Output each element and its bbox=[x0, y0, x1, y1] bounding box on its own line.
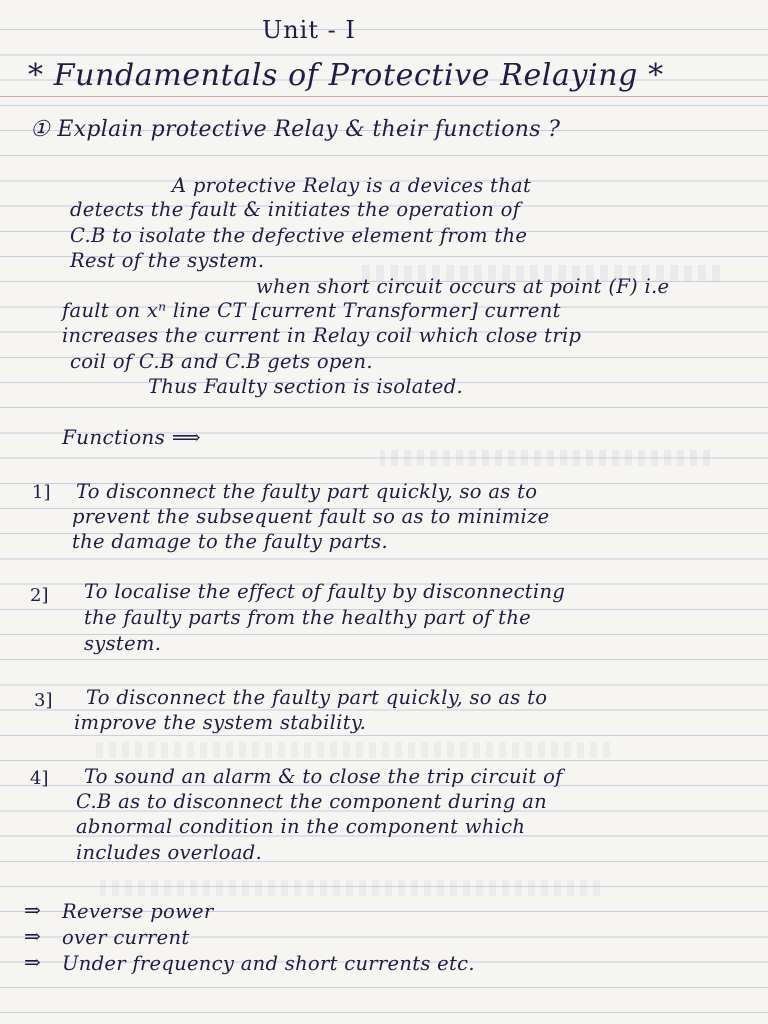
definition-line: when short circuit occurs at point (F) i.e bbox=[256, 275, 670, 298]
function-line: improve the system stability. bbox=[74, 711, 367, 734]
definition-line: increases the current in Relay coil which close trip bbox=[62, 324, 582, 347]
condition-item: over current bbox=[62, 926, 190, 949]
arrow-icon: ⇒ bbox=[24, 898, 41, 922]
arrow-icon: ⇒ bbox=[24, 950, 41, 974]
arrow-icon: ⇒ bbox=[24, 924, 41, 948]
function-line: C.B as to disconnect the component during an bbox=[76, 790, 547, 813]
unit-title: Unit - I bbox=[262, 16, 356, 44]
definition-line: fault on xⁿ line CT [current Transformer] current bbox=[62, 299, 561, 322]
definition-line: A protective Relay is a devices that bbox=[172, 174, 532, 197]
bleed-through bbox=[90, 742, 610, 758]
definition-line: coil of C.B and C.B gets open. bbox=[70, 350, 373, 373]
function-line: To disconnect the faulty part quickly, so as to bbox=[76, 480, 538, 503]
function-number: 4] bbox=[30, 768, 49, 789]
function-line: To localise the effect of faulty by disconnecting bbox=[84, 580, 566, 603]
function-line: the damage to the faulty parts. bbox=[72, 530, 388, 553]
definition-line: Rest of the system. bbox=[70, 249, 265, 272]
question-heading: ① Explain protective Relay & their functions ? bbox=[30, 117, 561, 142]
definition-line: Thus Faulty section is isolated. bbox=[148, 375, 463, 398]
header-rule bbox=[0, 96, 768, 97]
function-number: 2] bbox=[30, 585, 49, 606]
function-line: To sound an alarm & to close the trip circuit of bbox=[84, 765, 563, 788]
page-title: * Fundamentals of Protective Relaying * bbox=[28, 58, 664, 93]
function-line: To disconnect the faulty part quickly, so as to bbox=[86, 686, 548, 709]
function-number: 3] bbox=[34, 690, 53, 711]
definition-line: C.B to isolate the defective element from the bbox=[70, 224, 528, 247]
functions-heading: Functions ⟹ bbox=[62, 425, 201, 449]
function-line: prevent the subsequent fault so as to minimize bbox=[72, 505, 550, 528]
definition-line: detects the fault & initiates the operation of bbox=[70, 198, 521, 221]
condition-item: Reverse power bbox=[62, 900, 214, 923]
condition-item: Under frequency and short currents etc. bbox=[62, 952, 475, 975]
bleed-through bbox=[380, 450, 710, 466]
bleed-through bbox=[100, 880, 600, 896]
function-line: the faulty parts from the healthy part of the bbox=[84, 606, 532, 629]
function-number: 1] bbox=[32, 482, 51, 503]
function-line: includes overload. bbox=[76, 841, 263, 864]
function-line: system. bbox=[84, 632, 162, 655]
function-line: abnormal condition in the component which bbox=[76, 815, 526, 838]
